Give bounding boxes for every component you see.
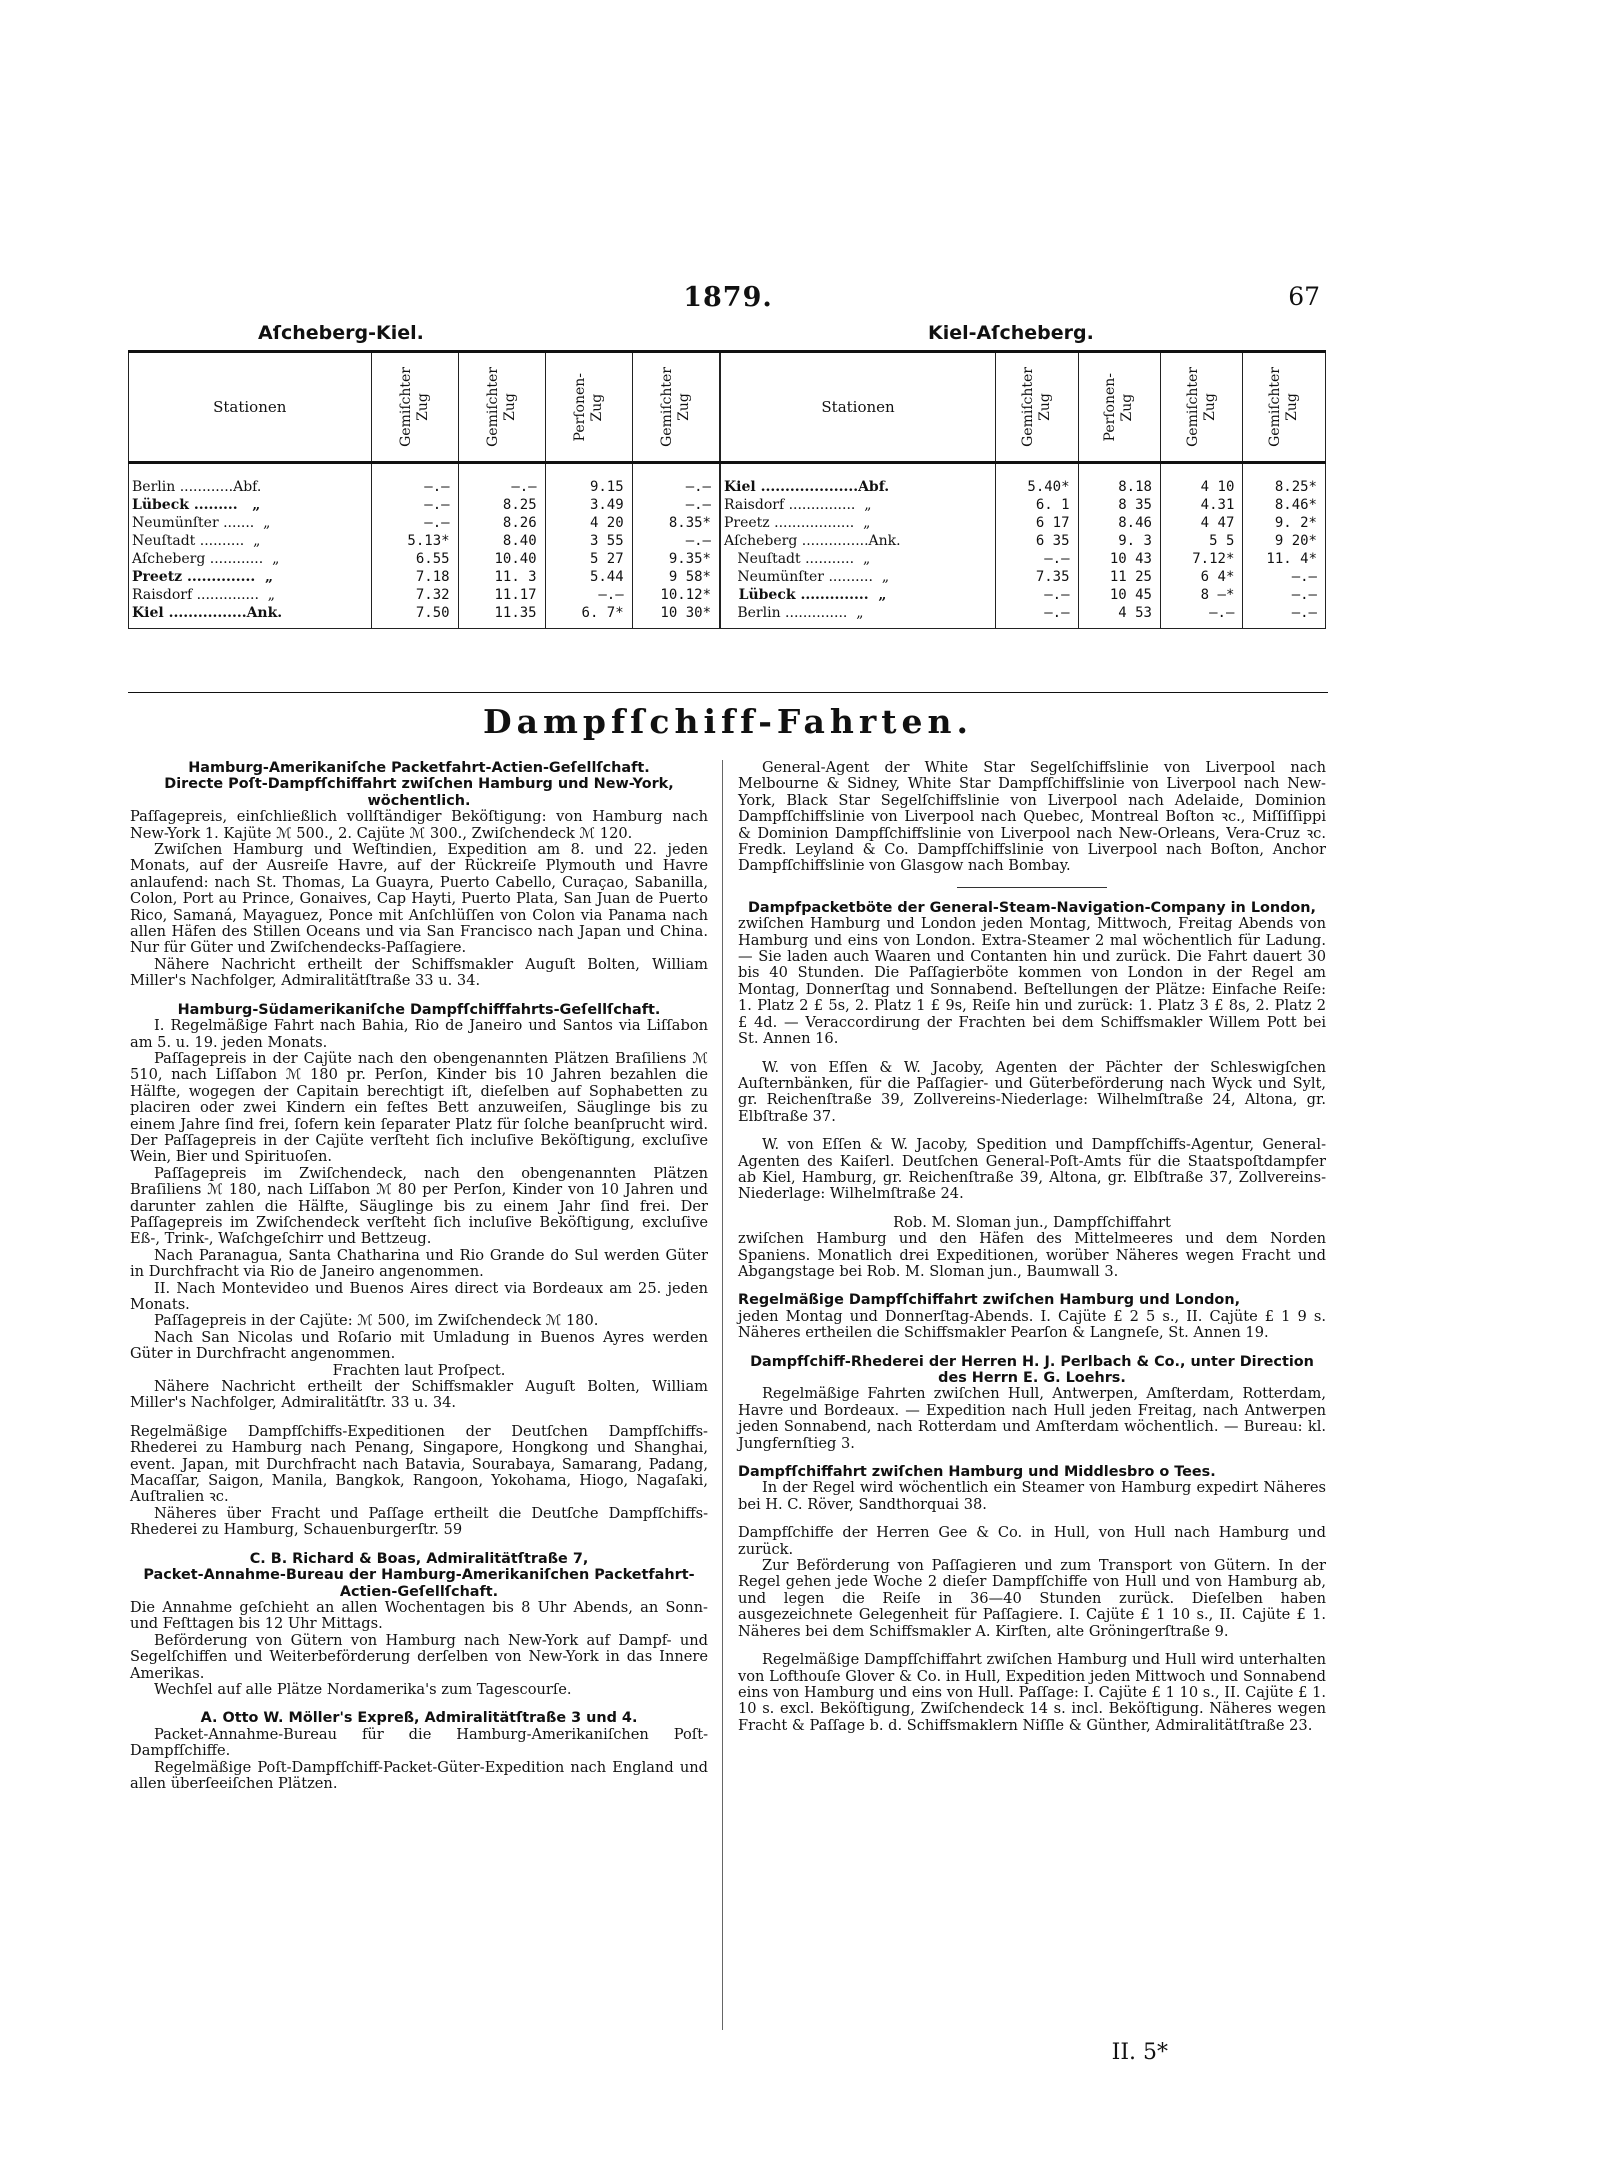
time-cell: —.—: [632, 496, 719, 514]
listing-block: [738, 760, 1326, 875]
timetable-left: [128, 350, 720, 629]
header-row: [129, 352, 720, 463]
station-cell: Neuſtadt ........... „: [721, 550, 996, 568]
page-number: 67: [1288, 282, 1320, 311]
time-cell: 8.26: [458, 514, 545, 532]
listing-block: [738, 1215, 1326, 1281]
listing-text: W. von Eſſen & W. Jacoby, Spedition und Dampfſchiffs-Agentur, General-Agenten des Kaiſerl. Deutſchen General-Poſt-Amts für die Staatspoſtdampfer ab Kiel, Hamburg, gr. Reichenſtraße 39, Altona, gr. Elbſtraße 37, Zollvereins-Niederlage: Wilhelmſtraße 24.: [738, 1136, 1326, 1203]
time-cell: 7.12*: [1160, 550, 1242, 568]
timetable-row: [721, 550, 1326, 568]
time-cell: 10 30*: [632, 604, 719, 629]
listing-text: Wechſel auf alle Plätze Nordamerika's zum Tagescourſe.: [154, 1680, 572, 1698]
time-cell: 8.40: [458, 532, 545, 550]
time-cell: 7.18: [371, 568, 458, 586]
listing-text: Beförderung von Gütern von Hamburg nach New-York auf Dampf- und Segelſchiffen und Weiterbeförderung derſelben von New-York in das Innere Amerikas.: [130, 1631, 708, 1682]
listing-text: Dampfſchiffe der Herren Gee & Co. in Hull, von Hull nach Hamburg und zurück.: [738, 1524, 1326, 1558]
time-cell: 4 10: [1160, 478, 1242, 496]
station-cell: Neuſtadt .......... „: [129, 532, 372, 550]
spacer-cell: [1243, 463, 1326, 479]
listing-heading: Hamburg-Amerikaniſche Packetfahrt-Actien-Geſellſchaft.: [188, 760, 650, 776]
timetable-row: [721, 586, 1326, 604]
station-cell: Aſcheberg ............ „: [129, 550, 372, 568]
listing-block: [130, 1551, 708, 1699]
listing-text: Regelmäßige Fahrten zwiſchen Hull, Antwerpen, Amſterdam, Rotterdam, Havre und Bordeaux. — Expedition nach Hull jeden Freitag, nach Antwerpen jeden Sonnabend, nach Rotterdam und Amſterdam wöchentlich. — Bureau: kl. Jungfernſtieg 3.: [738, 1385, 1326, 1452]
spacer-cell: [458, 463, 545, 479]
time-cell: 9. 2*: [1243, 514, 1326, 532]
train-header: Gemiſchter Zug: [996, 352, 1078, 463]
time-cell: 5.44: [545, 568, 632, 586]
listing-heading: Regelmäßige Dampfſchiffahrt zwiſchen Hamburg und London,: [738, 1292, 1241, 1309]
time-cell: —.—: [371, 496, 458, 514]
timetable-left-title: Aſcheberg-Kiel.: [258, 322, 424, 344]
timetable-row: [721, 514, 1326, 532]
listing-block: [738, 900, 1326, 1048]
station-cell: Raisdorf ............... „: [721, 496, 996, 514]
listing-text: Regelmäßige Dampfſchiffahrt zwiſchen Hamburg und Hull wird unterhalten von Lofthouſe Glover & Co. in Hull, Expedition jeden Mittwoch und Sonnabend eins von Hamburg und eins von Hull. Paſſage: I. Cajüte £ 1 10 s., II. Cajüte £ 1. 10 s. excl. Beköſtigung, Zwiſchendeck 14 s. incl. Beköſtigung. Näheres wegen Fracht & Paſſage b. d. Schiffsmaklern Niſſle & Günther, Admiralitätſtraße 23.: [738, 1651, 1326, 1734]
listing-text: Packet-Annahme-Bureau für die Hamburg-Amerikaniſchen Poſt-Dampfſchiffe.: [130, 1725, 708, 1760]
train-header: Perſonen- Zug: [545, 352, 632, 463]
listing-text: I. Regelmäßige Fahrt nach Bahia, Rio de Janeiro und Santos via Liſſabon am 5. u. 19. jeden Monats.: [130, 1017, 708, 1051]
listing-block: [738, 1292, 1326, 1341]
time-cell: 11 25: [1078, 568, 1160, 586]
listing-text: General-Agent der White Star Segelſchiffslinie von Liverpool nach Melbourne & Sidney, White Star Dampfſchiffslinie von Liverpool nach New-York, Black Star Segelſchiffslinie von Liverpool nach Adelaide, Dominion Dampfſchiffslinie von Liverpool nach Quebec, Montreal Boſton ꝛc., Miſſiſſippi & Dominion Dampfſchiffslinie von Liverpool nach New-Orleans, Vera-Cruz ꝛc. Fredk. Leyland & Co. Dampfſchiffslinie von Liverpool nach Boſton, Anchor Dampfſchiffslinie von Glasgow nach Bombay.: [738, 759, 1326, 875]
time-cell: 8.18: [1078, 478, 1160, 496]
time-cell: 10.12*: [632, 586, 719, 604]
time-cell: 5.13*: [371, 532, 458, 550]
time-cell: 4 47: [1160, 514, 1242, 532]
timetable-right-title: Kiel-Aſcheberg.: [928, 322, 1094, 344]
time-cell: 11. 4*: [1243, 550, 1326, 568]
timetable-row: [721, 496, 1326, 514]
station-cell: Berlin ............Abf.: [129, 478, 372, 496]
time-cell: 9 58*: [632, 568, 719, 586]
listing-heading: Hamburg-Südamerikaniſche Dampfſchifffahrts-Geſellſchaft.: [177, 1001, 661, 1018]
time-cell: —.—: [632, 532, 719, 550]
listing-block: [130, 760, 708, 990]
column-divider: [722, 760, 723, 2030]
listing-block: [738, 1464, 1326, 1513]
listing-text: Paſſagepreis, einſchließlich vollſtändiger Beköſtigung: von Hamburg nach New-York 1. Kajüte ℳ 500., 2. Cajüte ℳ 300., Zwiſchendeck ℳ 120.: [130, 808, 708, 842]
train-header: Gemiſchter Zug: [1160, 352, 1242, 463]
listing-text: Nähere Nachricht ertheilt der Schiffsmakler Auguſt Bolten, William Miller's Nachfolger, Admiralitätſtr. 33 u. 34.: [130, 1378, 708, 1412]
time-cell: 10.40: [458, 550, 545, 568]
timetable-row: [129, 586, 720, 604]
time-cell: —.—: [458, 478, 545, 496]
spacer-cell: [129, 463, 372, 479]
station-cell: Lübeck ......... „: [129, 496, 372, 514]
time-cell: 11.35: [458, 604, 545, 629]
listing-heading: Dampfſchiffahrt zwiſchen Hamburg und Middlesbro o Tees.: [738, 1464, 1216, 1481]
right-column: [738, 760, 1326, 1746]
listing-heading: A. Otto W. Möller's Expreß, Admiralitätſtraße 3 und 4.: [200, 1710, 638, 1727]
time-cell: 5.40*: [996, 478, 1078, 496]
time-cell: 6 35: [996, 532, 1078, 550]
time-cell: 5 27: [545, 550, 632, 568]
listing-text: W. von Eſſen & W. Jacoby, Agenten der Pächter der Schleswigſchen Auſternbänken, für die Paſſagier- und Güterbeförderung nach Wyck und Sylt, gr. Reichenſtraße 39, Zollvereins-Niederlage: Wilhelmſtraße 24, Altona, gr. Elbſtraße 37.: [738, 1058, 1326, 1125]
listing-text: Paſſagepreis in der Cajüte: ℳ 500, im Zwiſchendeck ℳ 180.: [154, 1312, 599, 1330]
time-cell: 8.25*: [1243, 478, 1326, 496]
time-cell: 9.35*: [632, 550, 719, 568]
timetable-row: [129, 496, 720, 514]
listing-block: [738, 1060, 1326, 1126]
page-header: [128, 282, 1328, 322]
time-cell: 11.17: [458, 586, 545, 604]
listing-text: jeden Montag und Donnerſtag-Abends. I. Cajüte £ 2 5 s., II. Cajüte £ 1 9 s. Näheres ertheilen die Schiffsmakler Pearſon & Langneſe, St. Annen 19.: [738, 1307, 1326, 1342]
time-cell: 6 17: [996, 514, 1078, 532]
listing-text: Nähere Nachricht ertheilt der Schiffsmakler Auguſt Bolten, William Miller's Nachfolger, Admiralitätſtraße 33 u. 34.: [130, 955, 708, 990]
timetable-row: [129, 604, 720, 629]
listing-heading: C. B. Richard & Boas, Admiralitätſtraße 7,: [249, 1550, 589, 1567]
time-cell: 7.50: [371, 604, 458, 629]
listing-text: Regelmäßige Dampfſchiffs-Expeditionen der Deutſchen Dampfſchiffs-Rhederei zu Hamburg nach Penang, Singapore, Hongkong und Shanghai, event. Japan, mit Durchfracht nach Batavia, Sourabaya, Samarang, Padang, Macaſſar, Saigon, Manila, Bangkok, Rangoon, Yokohama, Hiogo, Nagaſaki, Auſtralien ꝛc.: [130, 1422, 708, 1506]
time-cell: —.—: [996, 604, 1078, 629]
spacer-cell: [1160, 463, 1242, 479]
train-header: Perſonen- Zug: [1078, 352, 1160, 463]
time-cell: 6. 1: [996, 496, 1078, 514]
listing-text: II. Nach Montevideo und Buenos Aires direct via Bordeaux am 25. jeden Monats.: [130, 1279, 708, 1313]
station-cell: Lübeck .............. „: [721, 586, 996, 604]
time-cell: 9. 3: [1078, 532, 1160, 550]
listing-block: [738, 1137, 1326, 1203]
listing-text: Zur Beförderung von Paſſagieren und zum Transport von Gütern. In der Regel gehen jede Woche 2 dieſer Dampfſchiffe von Hull und von Hamburg ab, und legen die Reiſe in 36—40 Stunden zurück. Dieſelben haben ausgezeichnete Gelegenheit für Paſſagiere. I. Cajüte £ 1 10 s., II. Cajüte £ 1. Näheres bei dem Schiffsmakler A. Kirſten, alte Gröningerſtraße 9.: [738, 1557, 1326, 1640]
listing-text: zwiſchen Hamburg und den Häfen des Mittelmeeres und dem Norden Spaniens. Monatlich drei Expeditionen, worüber Näheres wegen Fracht und Abgangstage bei Rob. M. Sloman jun., Baumwall 3.: [738, 1230, 1326, 1280]
listing-text: In der Regel wird wöchentlich ein Steamer von Hamburg expedirt Näheres bei H. C. Röver, Sandthorquai 38.: [738, 1479, 1326, 1513]
listing-text: Paſſagepreis im Zwiſchendeck, nach den obengenannten Plätzen Braſiliens ℳ 180, nach Liſſabon ℳ 80 per Perſon, Kinder von 10 Jahren und darunter zahlen die Hälfte, Säuglinge bis zu einem Jahr ſind frei. Der Paſſagepreis im Zwiſchendeck verſteht ſich incluſive Beköſtigung, excluſive Eß-, Trink-, Waſchgeſchirr und Bettzeug.: [130, 1164, 708, 1248]
train-header: Gemiſchter Zug: [371, 352, 458, 463]
listing-text: Paſſagepreis in der Cajüte nach den obengenannten Plätzen Braſiliens ℳ 510, nach Liſſabon ℳ 180 pr. Perſon, Kinder bis 10 Jahren bezahlen die Hälfte, wogegen der Capitain berechtigt iſt, dieſelben auf Sophabetten zu placiren oder zwei Kindern ein feſtes Bett anzuweiſen, Säuglinge bis zu einem Jahre ſind frei, ſofern kein ſeparater Platz für ſolche beanſprucht wird. Der Paſſagepreis in der Cajüte verſteht ſich incluſive Beköſtigung, excluſive Wein, Bier und Spirituoſen.: [130, 1049, 708, 1166]
spacer-cell: [545, 463, 632, 479]
spacer-cell: [721, 463, 996, 479]
time-cell: 4.31: [1160, 496, 1242, 514]
time-cell: —.—: [1243, 568, 1326, 586]
train-header: Gemiſchter Zug: [632, 352, 719, 463]
listing-heading: Dampfſchiff-Rhederei der Herren H. J. Perlbach & Co., unter Direction des Herrn E. G. Loehrs.: [750, 1353, 1314, 1386]
station-cell: Neumünſter .......... „: [721, 568, 996, 586]
stations-header: Stationen: [129, 352, 372, 463]
time-cell: 11. 3: [458, 568, 545, 586]
time-cell: —.—: [1243, 604, 1326, 629]
timetable-row: [129, 514, 720, 532]
listing-text: Frachten laut Proſpect.: [332, 1361, 506, 1379]
listing-heading: Directe Poſt-Dampfſchiffahrt zwiſchen Hamburg und New-York, wöchentlich.: [164, 776, 674, 809]
short-rule: [957, 887, 1107, 888]
timetable-row: [129, 478, 720, 496]
listing-block: [130, 1002, 708, 1412]
spacer-row: [721, 463, 1326, 479]
time-cell: 3.49: [545, 496, 632, 514]
stations-header: Stationen: [721, 352, 996, 463]
time-cell: —.—: [545, 586, 632, 604]
time-cell: 8.46*: [1243, 496, 1326, 514]
timetable-right: [720, 350, 1326, 629]
spacer-cell: [632, 463, 719, 479]
timetable-row: [721, 532, 1326, 550]
spacer-cell: [371, 463, 458, 479]
listing-block: [738, 1652, 1326, 1734]
page: [128, 270, 1328, 2080]
listing-text: Regelmäßige Poſt-Dampfſchiff-Packet-Güter-Expedition nach England und allen überſeeiſchen Plätzen.: [130, 1758, 708, 1792]
station-cell: Kiel ................Ank.: [129, 604, 372, 629]
station-cell: Preetz .............. „: [129, 568, 372, 586]
header-row: [721, 352, 1326, 463]
spacer-cell: [996, 463, 1078, 479]
time-cell: 7.32: [371, 586, 458, 604]
time-cell: 8 —*: [1160, 586, 1242, 604]
time-cell: —.—: [632, 478, 719, 496]
timetable-row: [129, 568, 720, 586]
timetable-row: [721, 478, 1326, 496]
divider: [128, 692, 1328, 693]
time-cell: 10 45: [1078, 586, 1160, 604]
time-cell: —.—: [996, 550, 1078, 568]
listing-text: zwiſchen Hamburg und London jeden Montag, Mittwoch, Freitag Abends von Hamburg und eins von London. Extra-Steamer 2 mal wöchentlich für Ladung. — Sie laden auch Waaren und Contanten hin und zurück. Die Fahrt dauert 30 bis 40 Stunden. Die Paſſagierböte kommen von London in der Regel am Montag, Donnerſtag und Sonnabend. Beſtellungen der Plätze: Einfache Reiſe: 1. Platz 2 £ 5s, 2. Platz 1 £ 9s, Reiſe hin und zurück: 1. Platz 3 £ 8s, 2. Platz 2 £ 4d. — Veraccordirung der Frachten bei dem Schiffsmakler Willem Pott bei St. Annen 16.: [738, 915, 1326, 1048]
station-cell: Aſcheberg ...............Ank.: [721, 532, 996, 550]
train-header: Gemiſchter Zug: [458, 352, 545, 463]
timetable-row: [721, 604, 1326, 629]
listing-heading: Dampfpacketböte der General-Steam-Navigation-Company in London,: [747, 899, 1317, 916]
station-cell: Raisdorf .............. „: [129, 586, 372, 604]
listing-text: Näheres über Fracht und Paſſage ertheilt die Deutſche Dampfſchiffs-Rhederei zu Hamburg, Schauenburgerſtr. 59: [130, 1504, 708, 1539]
listing-text: Nach San Nicolas und Roſario mit Umladung in Buenos Ayres werden Güter in Durchfracht angenommen.: [130, 1328, 708, 1363]
time-cell: 6.55: [371, 550, 458, 568]
listing-block: [130, 1424, 708, 1539]
listing-block: [738, 1354, 1326, 1452]
listing-block: [738, 1525, 1326, 1640]
listing-text: Zwiſchen Hamburg und Weſtindien, Expedition am 8. und 22. jeden Monats, auf der Ausreiſe Havre, auf der Rückreiſe Plymouth und Havre anlaufend: nach St. Thomas, La Guayra, Puerto Cabello, Curaçao, Sabanilla, Colon, Port au Prince, Gonaives, Cap Hayti, Puerto Plata, San Juan de Puerto Rico, Samaná, Mayaguez, Ponce mit Anſchlüſſen von Colon via Panama nach allen Häfen des Stillen Oceans und via San Francisco nach Japan und China. Nur für Güter und Zwiſchendecks-Paſſagiere.: [130, 841, 708, 957]
time-cell: 8.46: [1078, 514, 1160, 532]
time-cell: 4 20: [545, 514, 632, 532]
time-cell: 9 20*: [1243, 532, 1326, 550]
listing-block: [130, 1710, 708, 1792]
time-cell: 6 4*: [1160, 568, 1242, 586]
listing-text: Rob. M. Sloman jun., Dampfſchiffahrt: [893, 1213, 1171, 1231]
time-cell: 3 55: [545, 532, 632, 550]
train-header: Gemiſchter Zug: [1243, 352, 1326, 463]
section-title: Dampfſchiff-Fahrten.: [482, 702, 974, 741]
timetable-row: [129, 532, 720, 550]
timetable-row: [129, 550, 720, 568]
time-cell: —.—: [371, 478, 458, 496]
time-cell: 8 35: [1078, 496, 1160, 514]
year-heading: 1879.: [683, 282, 773, 313]
time-cell: 6. 7*: [545, 604, 632, 629]
station-cell: Preetz .................. „: [721, 514, 996, 532]
spacer-row: [129, 463, 720, 479]
time-cell: 10 43: [1078, 550, 1160, 568]
time-cell: 9.15: [545, 478, 632, 496]
time-cell: —.—: [996, 586, 1078, 604]
time-cell: —.—: [1160, 604, 1242, 629]
time-cell: 8.35*: [632, 514, 719, 532]
station-cell: Kiel ....................Abf.: [721, 478, 996, 496]
listing-text: Nach Paranagua, Santa Chatharina und Rio Grande do Sul werden Güter in Durchfracht via Rio de Janeiro angenommen.: [130, 1246, 708, 1281]
timetable-row: [721, 568, 1326, 586]
time-cell: 4 53: [1078, 604, 1160, 629]
time-cell: 7.35: [996, 568, 1078, 586]
station-cell: Berlin .............. „: [721, 604, 996, 629]
time-cell: 5 5: [1160, 532, 1242, 550]
time-cell: —.—: [1243, 586, 1326, 604]
spacer-cell: [1078, 463, 1160, 479]
time-cell: 8.25: [458, 496, 545, 514]
listing-text: Die Annahme geſchieht an allen Wochentagen bis 8 Uhr Abends, an Sonn- und Feſttagen bis 12 Uhr Mittags.: [130, 1598, 708, 1633]
listing-heading: Packet-Annahme-Bureau der Hamburg-Amerikaniſchen Packetfahrt-Actien-Geſellſchaft.: [143, 1567, 695, 1600]
station-cell: Neumünſter ....... „: [129, 514, 372, 532]
left-column: [130, 760, 708, 1804]
page-signature: II. 5*: [1111, 2040, 1168, 2065]
time-cell: —.—: [371, 514, 458, 532]
